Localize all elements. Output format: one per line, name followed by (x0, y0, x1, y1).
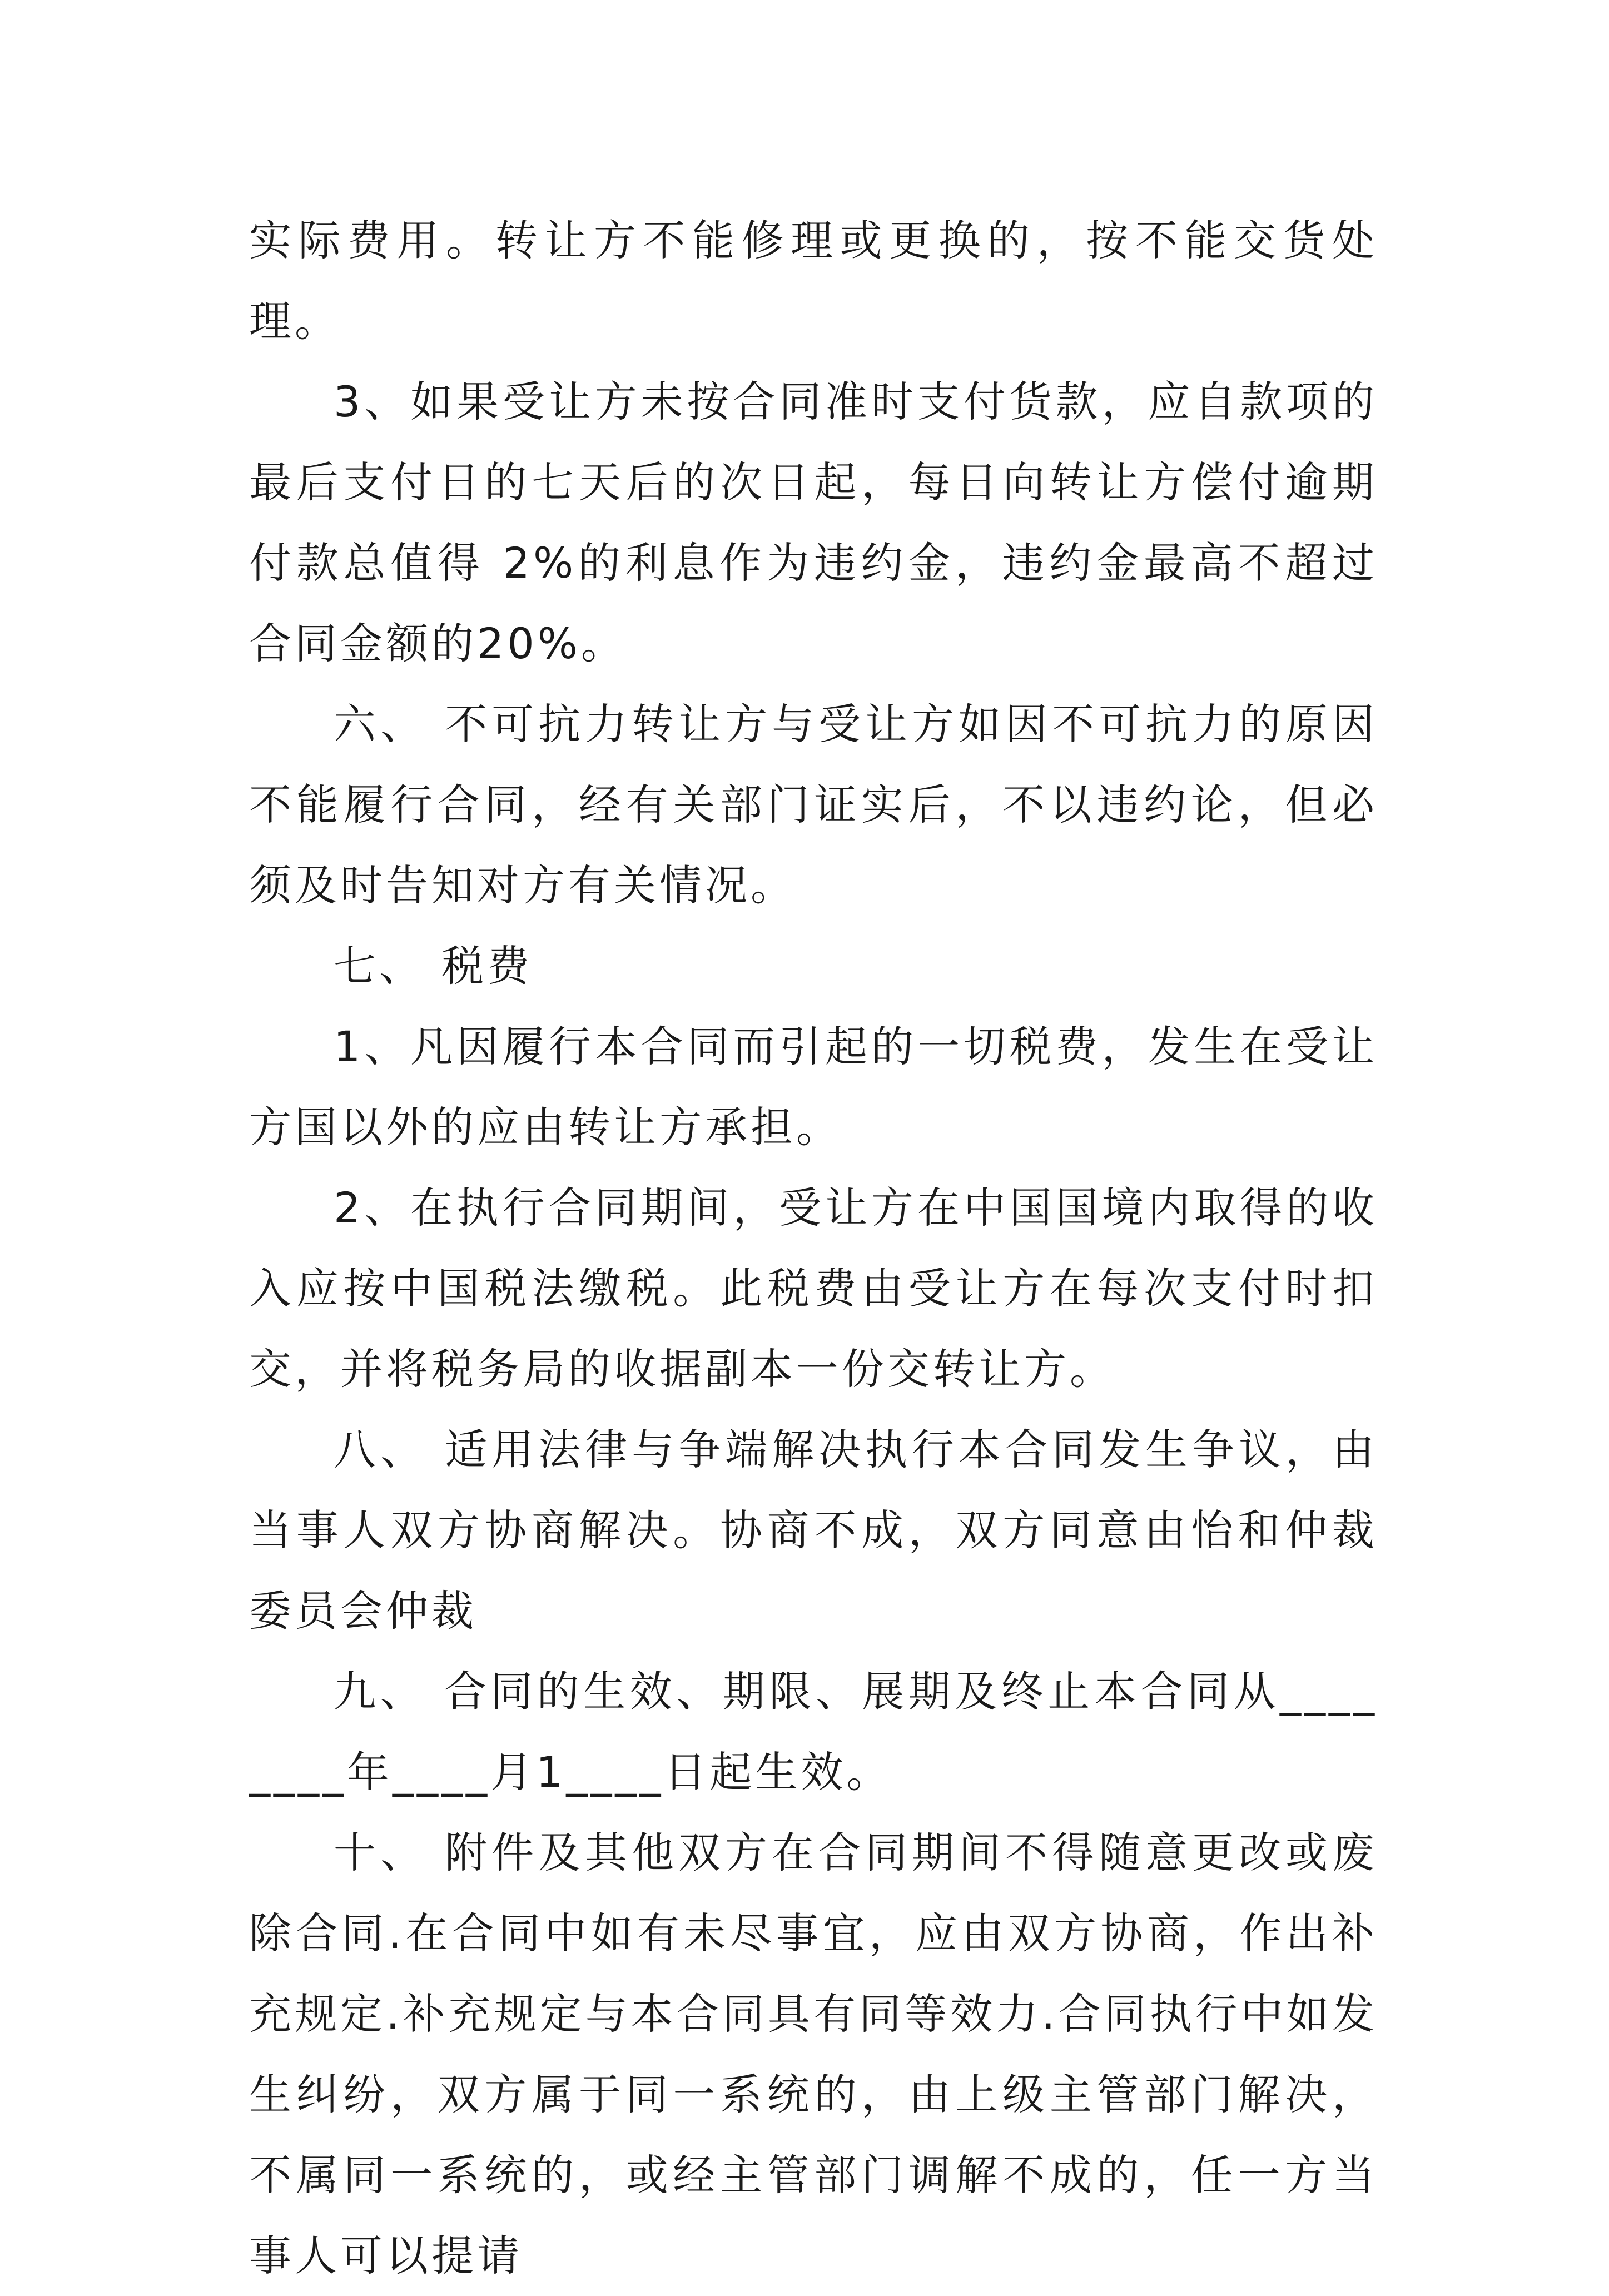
paragraph-annex-and-other: 十、 附件及其他双方在合同期间不得随意更改或废除合同.在合同中如有未尽事宜，应由双方协商，作出补充规定.补充规定与本合同具有同等效力.合同执行中如发生纠纷，双方属于同一系统的，由上级主管部门解决，不属同一系统的，或经主管部门调解不成的，任一方当事人可以提请 (249, 1828, 1378, 2280)
paragraph-tax-clause-2: 2、在执行合同期间，受让方在中国国境内取得的收入应按中国税法缴税。此税费由受让方在每次支付时扣交，并将税务局的收据副本一份交转让方。 (249, 1183, 1378, 1394)
paragraph-late-payment-penalty: 3、如果受让方未按合同准时支付货款，应自款项的最后支付日的七天后的次日起，每日向转让方偿付逾期付款总值得 2%的利息作为违约金，违约金最高不超过合同金额的20%。 (249, 377, 1378, 668)
paragraph-effective-date: 九、 合同的生效、期限、展期及终止本合同从________年____月1____日起生效。 (249, 1667, 1378, 1797)
heading-taxes: 七、 税费 (334, 941, 533, 991)
paragraph-tax-clause-1: 1、凡因履行本合同而引起的一切税费，发生在受让方国以外的应由转让方承担。 (249, 1022, 1378, 1152)
paragraph-force-majeure: 六、 不可抗力转让方与受让方如因不可抗力的原因不能履行合同，经有关部门证实后，不以违约论，但必须及时告知对方有关情况。 (249, 699, 1378, 910)
paragraph-dispute-resolution: 八、 适用法律与争端解决执行本合同发生争议，由当事人双方协商解决。协商不成，双方同意由怡和仲裁委员会仲裁 (249, 1425, 1378, 1636)
contract-body (249, 200, 1378, 2296)
paragraph-continued-cost: 实际费用。转让方不能修理或更换的，按不能交货处理。 (249, 216, 1378, 346)
